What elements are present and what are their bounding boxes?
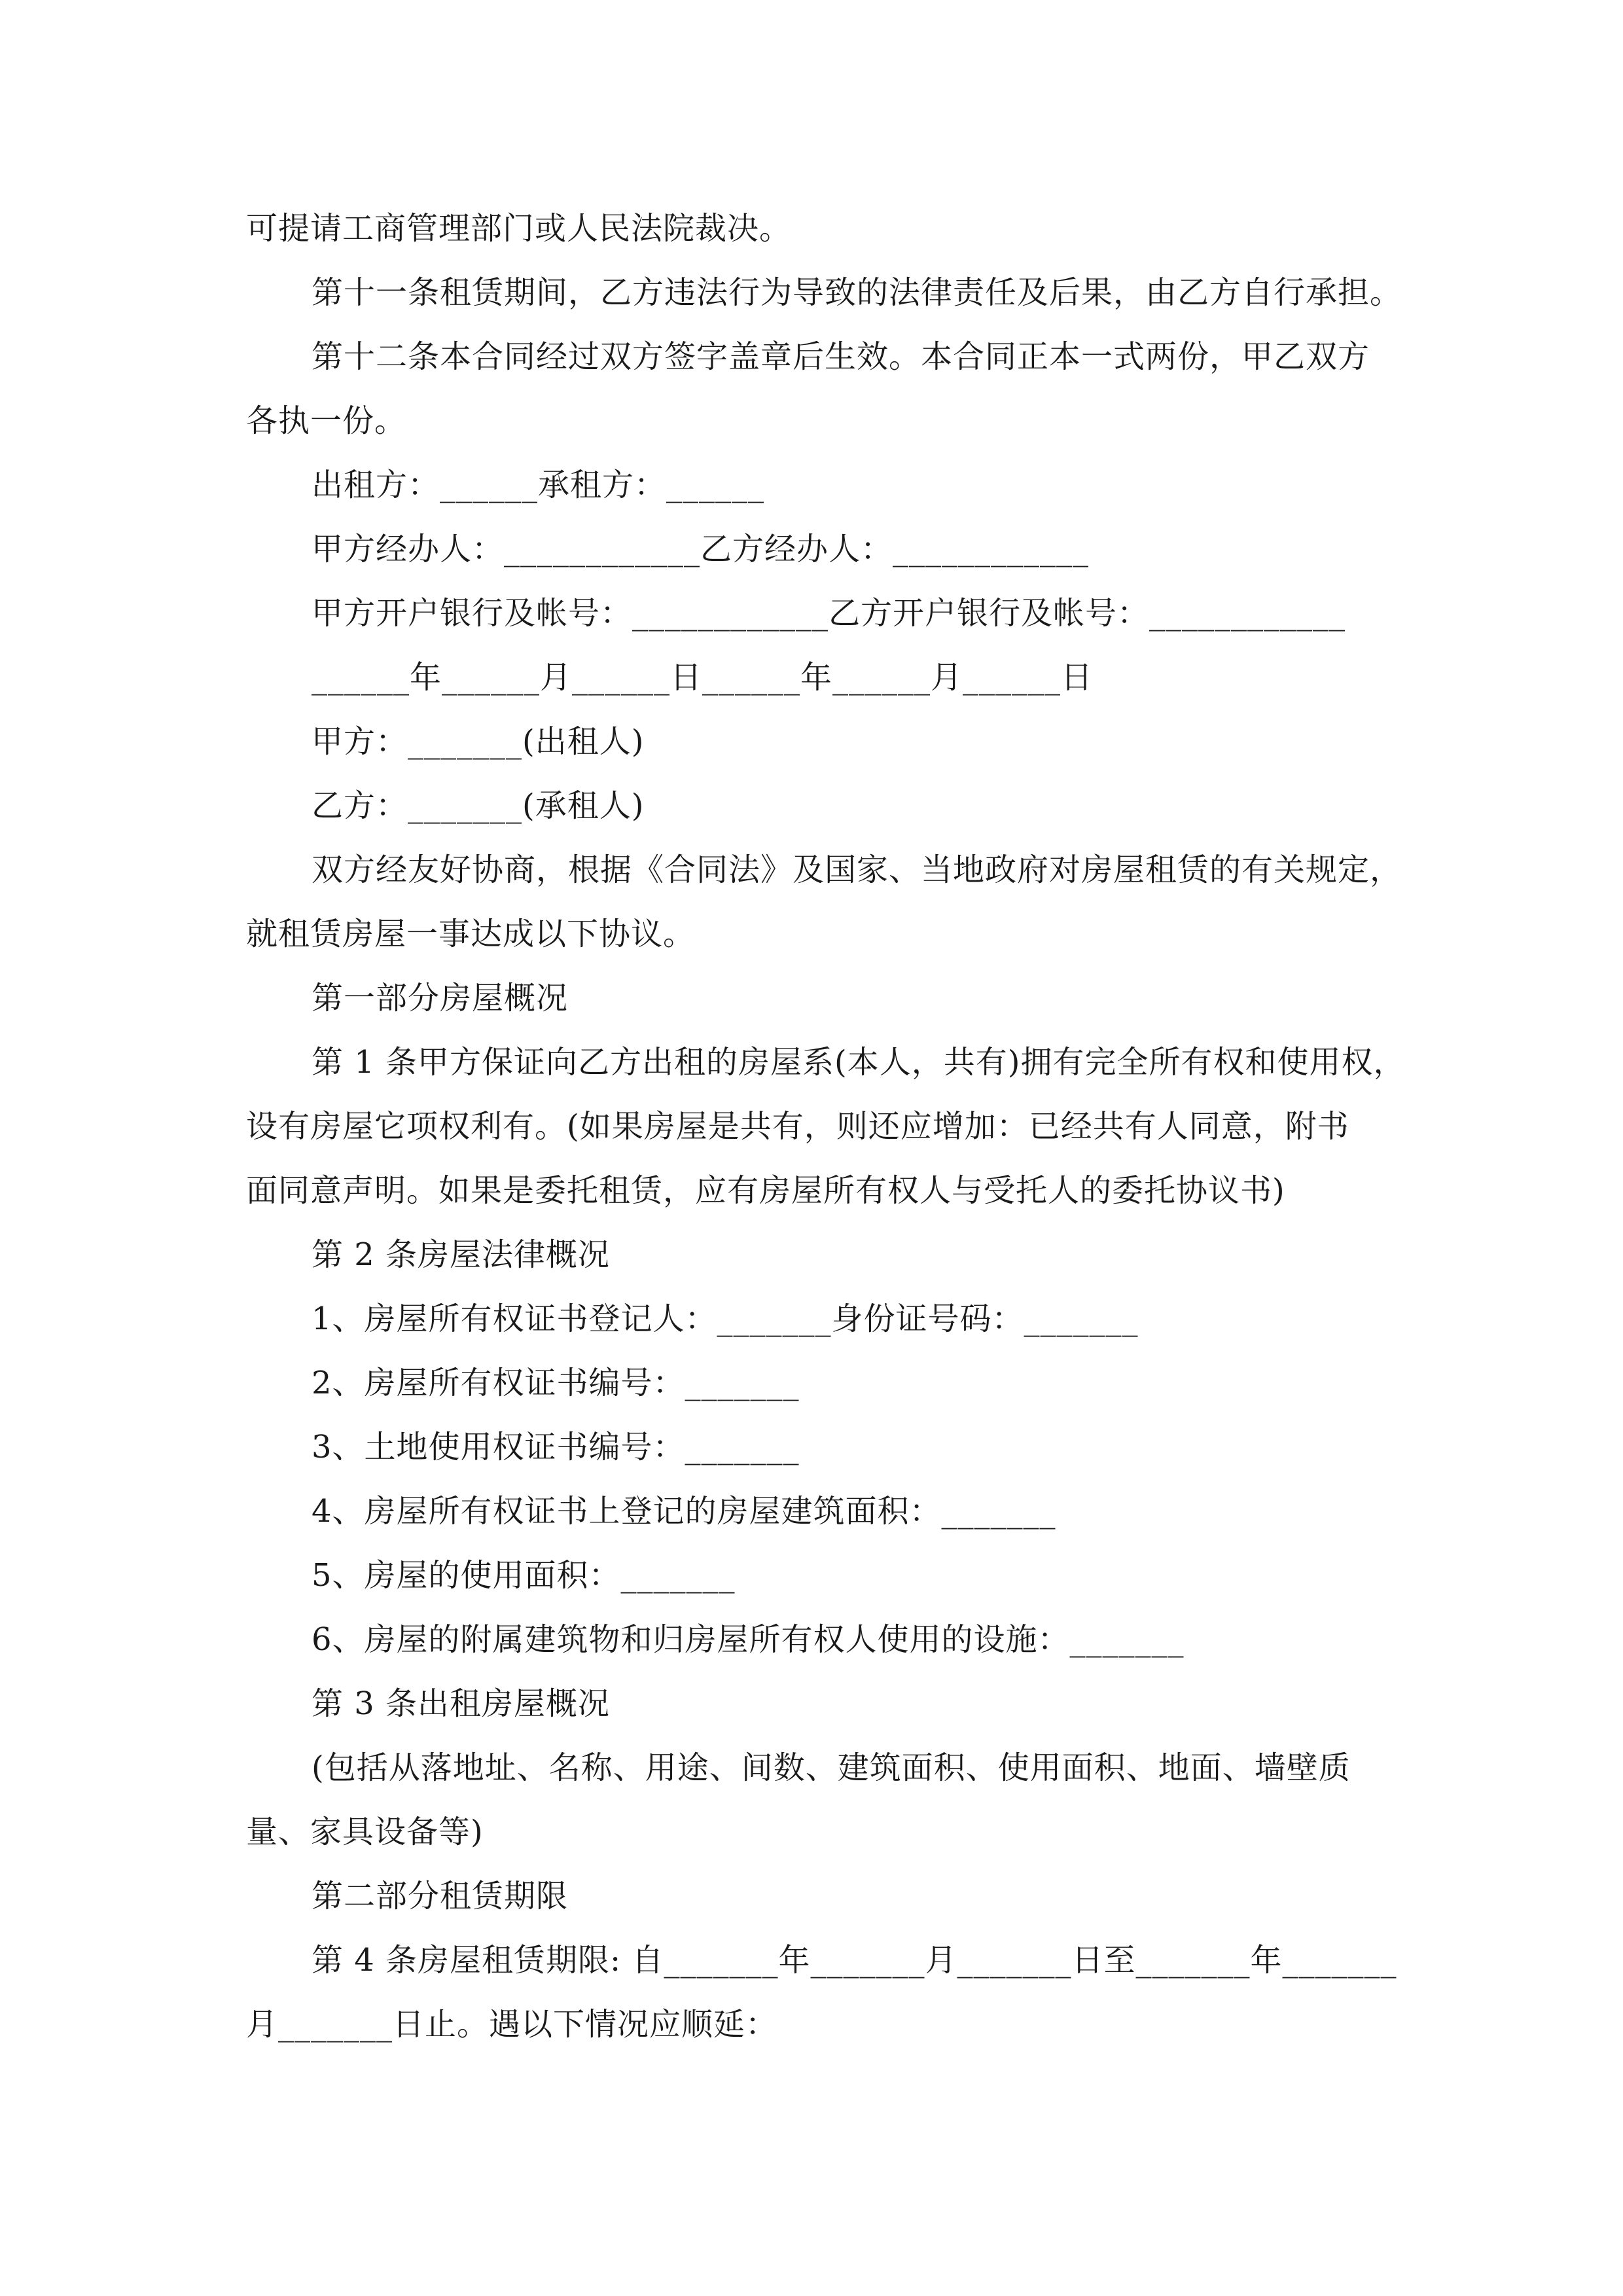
text-line: 5、房屋的使用面积：_______: [312, 1557, 736, 1594]
text-line: 设有房屋它项权利有。(如果房屋是共有，则还应增加：已经共有人同意，附书: [246, 1108, 1349, 1145]
text-line: ______年______月______日______年______月______日: [312, 659, 1094, 696]
text-line: 第 1 条甲方保证向乙方出租的房屋系(本人，共有)拥有完全所有权和使用权，: [312, 1044, 1406, 1081]
text-line: 2、房屋所有权证书编号：_______: [312, 1365, 800, 1401]
text-line: 乙方：_______(承租人): [312, 787, 645, 824]
text-line: 量、家具设备等): [246, 1814, 484, 1850]
text-line: 3、土地使用权证书编号：_______: [312, 1429, 800, 1465]
text-line: 4、房屋所有权证书上登记的房屋建筑面积：_______: [312, 1493, 1056, 1530]
text-line: 就租赁房屋一事达成以下协议。: [246, 916, 696, 952]
text-line: 出租方：______承租方：______: [312, 467, 765, 503]
text-line: 1、房屋所有权证书登记人：_______身份证号码：_______: [312, 1300, 1139, 1337]
section-heading: 第一部分房屋概况: [312, 980, 569, 1016]
text-line: 各执一份。: [246, 403, 407, 439]
section-heading: 第二部分租赁期限: [312, 1878, 569, 1914]
text-line: 甲方开户银行及帐号：____________乙方开户银行及帐号：____________: [312, 595, 1346, 632]
article-heading: 第 3 条出租房屋概况: [312, 1685, 611, 1722]
text-line: 面同意声明。如果是委托租赁，应有房屋所有权人与受托人的委托协议书): [246, 1172, 1285, 1209]
text-line: 双方经友好协商，根据《合同法》及国家、当地政府对房屋租赁的有关规定，: [312, 852, 1402, 888]
text-line: 甲方：_______(出租人): [312, 723, 645, 760]
text-line: 第十二条本合同经过双方签字盖章后生效。本合同正本一式两份，甲乙双方: [312, 338, 1370, 375]
text-line: (包括从落地址、名称、用途、间数、建筑面积、使用面积、地面、墙壁质: [312, 1749, 1351, 1786]
text-line: 第 4 条房屋租赁期限: 自_______年_______月_______日至_______年_______: [312, 1942, 1397, 1979]
text-line: 甲方经办人：____________乙方经办人：____________: [312, 531, 1090, 567]
contract-text: [246, 196, 1406, 2056]
text-line: 6、房屋的附属建筑物和归房屋所有权人使用的设施：_______: [312, 1621, 1185, 1658]
text-line: 可提请工商管理部门或人民法院裁决。: [246, 210, 792, 247]
text-line: 第十一条租赁期间，乙方违法行为导致的法律责任及后果，由乙方自行承担。: [312, 274, 1402, 311]
article-heading: 第 2 条房屋法律概况: [312, 1236, 611, 1273]
text-line: 月_______日止。遇以下情况应顺延：: [246, 2006, 778, 2043]
